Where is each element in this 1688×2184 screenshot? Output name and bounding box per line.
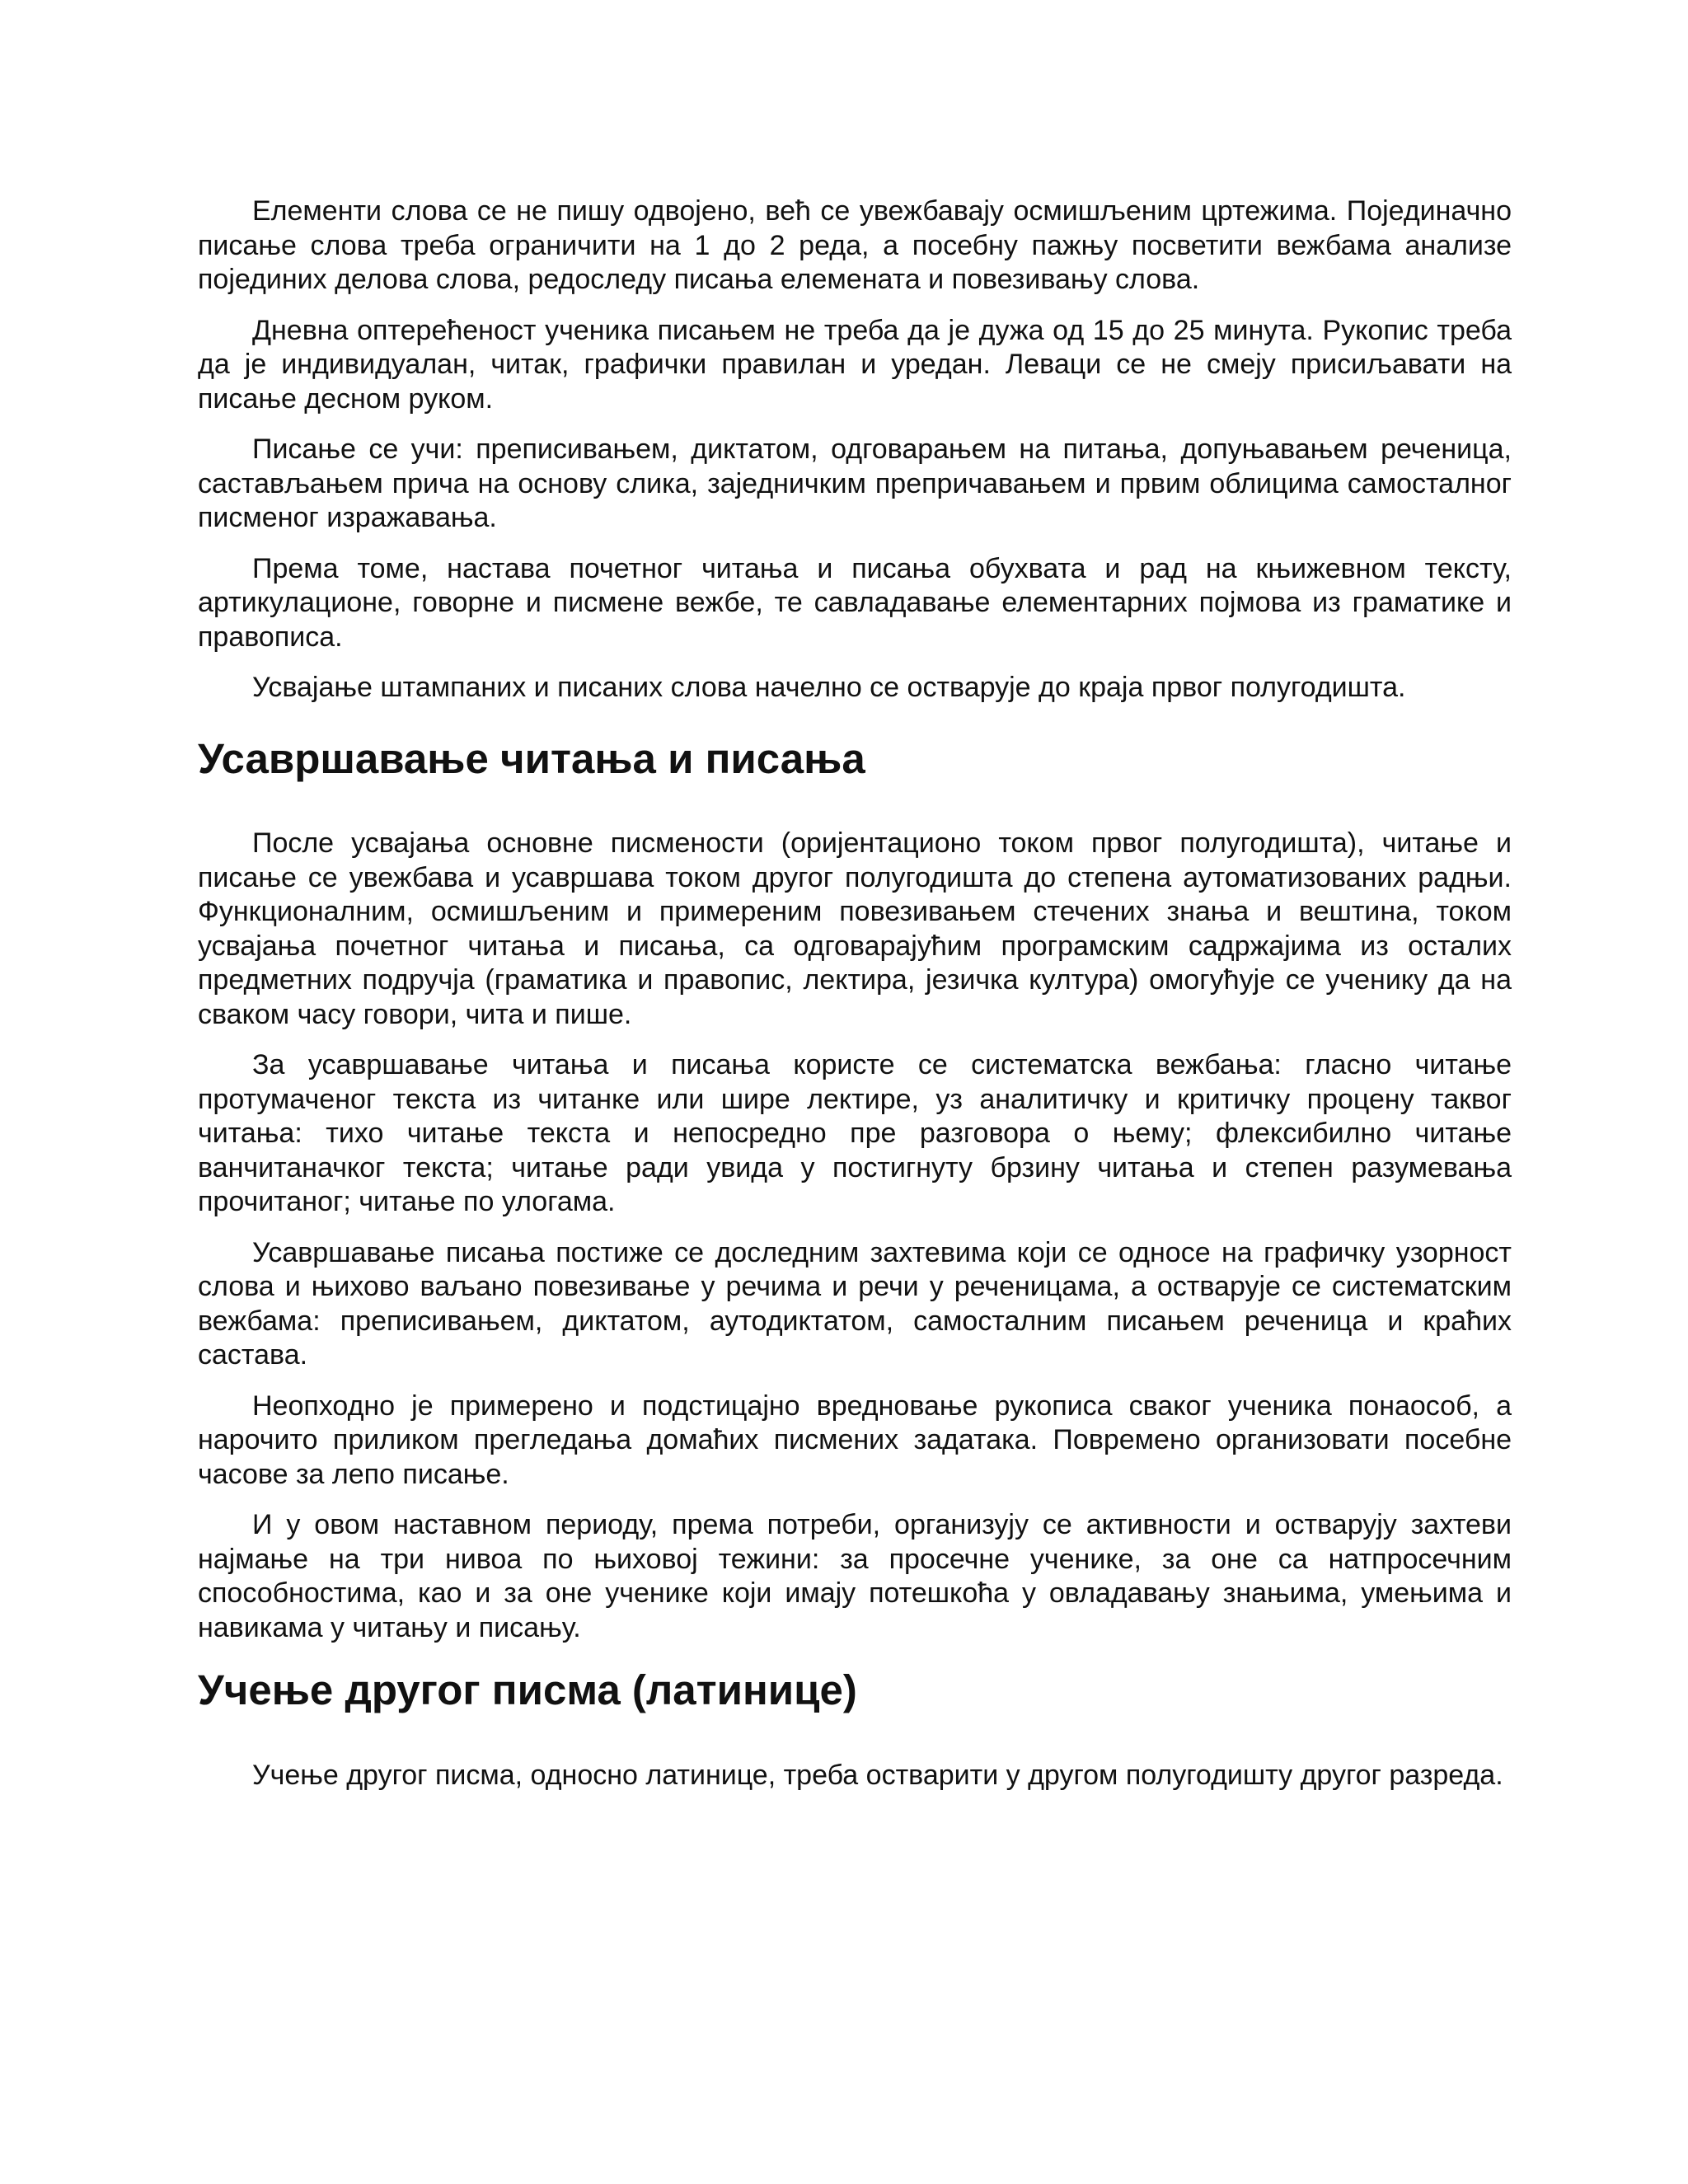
section-heading: Учење другог писма (латинице) (198, 1666, 857, 1713)
paragraph: Неопходно је примерено и подстицајно вредновање рукописа сваког ученика понаособ, а нарочито приликом прегледања домаћих писмених задатака. Повремено организовати посебне часове за лепо писање. (198, 1390, 1512, 1490)
paragraph: За усавршавање читања и писања користе се систематска вежбања: гласно читање протумаченог текста из читанке или шире лектире, уз аналитичку и критичку процену таквог читања: тихо читање текста и непосредно пре разговора о њему; флексибилно читање ванчитаначког текста; читање ради увида у постигнуту брзину читања и степен разумевања прочитаног; читање по улогама. (198, 1049, 1512, 1217)
paragraph: Писање се учи: преписивањем, диктатом, одговарањем на питања, допуњавањем реченица, састављањем прича на основу слика, заједничким препричавањем и првим облицима самосталног писменог изражавања. (198, 434, 1512, 533)
document-page (198, 194, 1512, 1793)
section-heading: Усавршавање читања и писања (198, 734, 865, 782)
paragraph: Дневна оптерећеност ученика писањем не треба да је дужа од 15 до 25 минута. Рукопис треба да је индивидуалан, читак, графички правилан и уредан. Леваци се не смеју присиљавати на писање десном руком. (198, 314, 1512, 415)
paragraph: Према томе, настава почетног читања и писања обухвата и рад на књижевном тексту, артикулационе, говорне и писмене вежбе, те савладавање елементарних појмова из граматике и правописа. (198, 552, 1512, 653)
paragraph: И у овом наставном периоду, према потреби, организују се активности и остварују захтеви најмање на три нивоа по њиховој тежини: за просечне ученике, за оне са натпросечним способностима, као и за оне ученике који имају потешкоћа у овладавању знањима, умењима и навикама у читању и писању. (198, 1509, 1512, 1643)
paragraph: Учење другог писма, односно латинице, треба остварити у другом полугодишту другог разреда. (252, 1759, 1503, 1791)
paragraph: Елементи слова се не пишу одвојено, већ се увежбавају осмишљеним цртежима. Појединачно писање слова треба ограничити на 1 до 2 реда, а посебну пажњу посветити вежбама анализе појединих делова слова, редоследу писања елемената и повезивању слова. (198, 195, 1512, 295)
paragraph: Усавршавање писања постиже се доследним захтевима који се односе на графичку узорност слова и њихово ваљано повезивање у речима и речи у реченицама, а остварује се систематским вежбама: преписивањем, диктатом, аутодиктатом, самосталним писањем реченица и краћих састава. (198, 1236, 1512, 1371)
paragraph: Усвајање штампаних и писаних слова начелно се остварује до краја првог полугодишта. (252, 672, 1406, 703)
paragraph: После усвајања основне писмености (оријентационо током првог полугодишта), читање и писање се увежбава и усавршава током другог полугодишта до степена аутоматизованих радњи. Функционалним, осмишљеним и примереним повезивањем стечених знања и вештина, током усвајања почетног читања и писања, са одговарајућим програмским садржајима из осталих предметних подручја (граматика и правопис, лектира, језичка култура) омогућује се ученику да на сваком часу говори, чита и пише. (198, 827, 1512, 1030)
